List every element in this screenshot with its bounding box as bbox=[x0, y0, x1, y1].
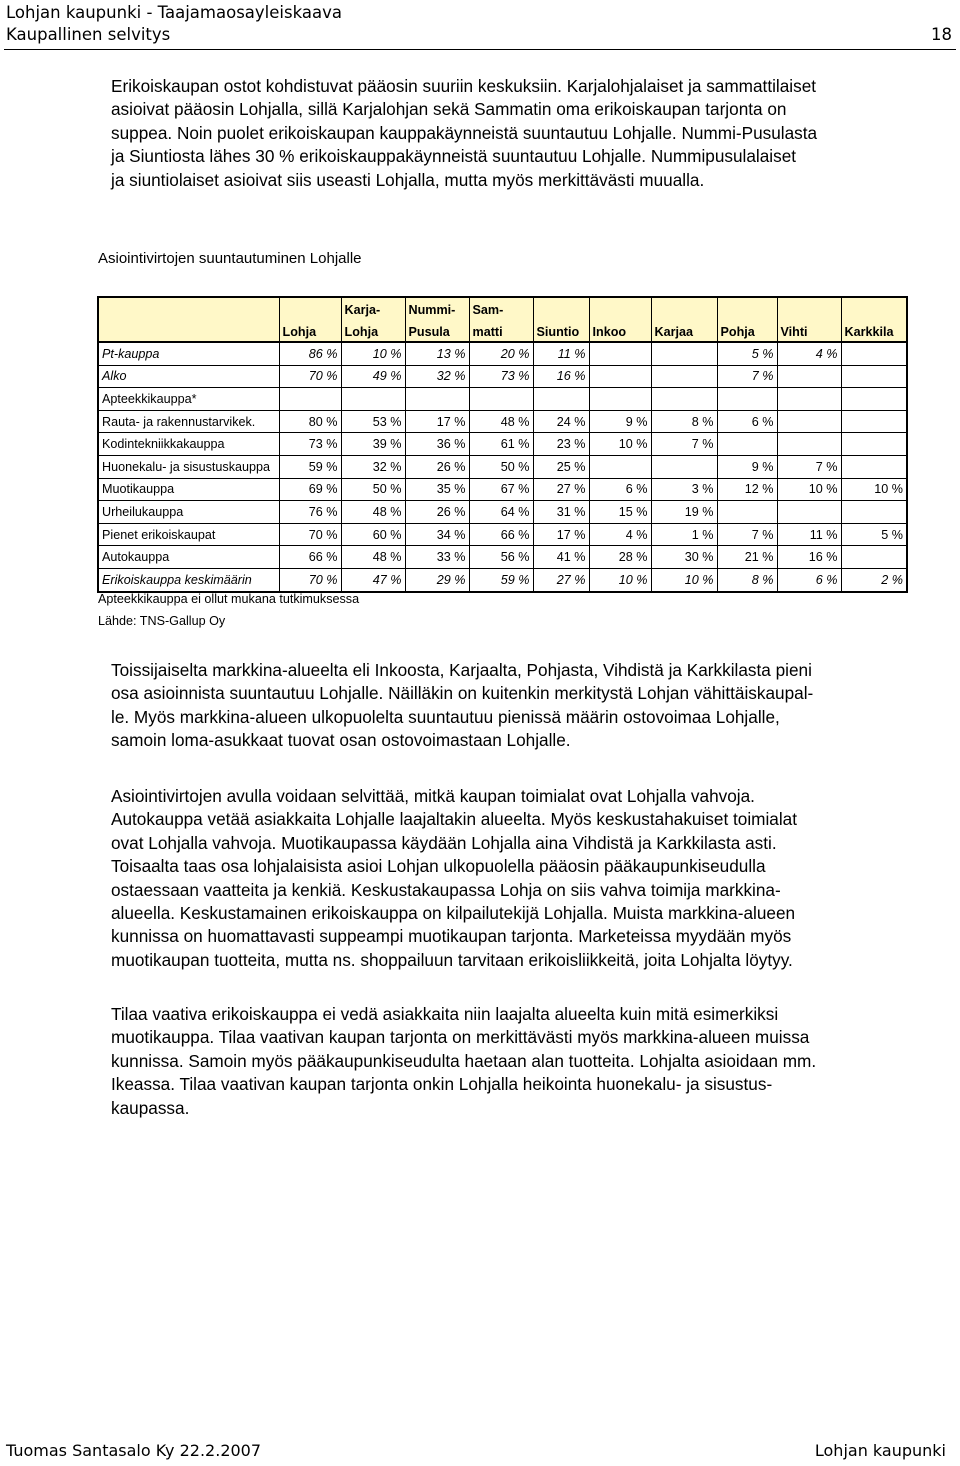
column-header: Lohja bbox=[341, 317, 405, 342]
table-cell: 9 % bbox=[717, 455, 777, 478]
column-header: Inkoo bbox=[589, 317, 651, 342]
column-header bbox=[589, 297, 651, 317]
table-cell: 41 % bbox=[533, 546, 589, 569]
column-header bbox=[279, 297, 341, 317]
row-label: Huonekalu- ja sisustuskauppa bbox=[98, 455, 279, 478]
table-cell: 80 % bbox=[279, 410, 341, 433]
table-row bbox=[98, 433, 907, 456]
column-header: Nummi- bbox=[405, 297, 469, 317]
paragraph-line: le. Myös markkina-alueen ulkopuolelta suuntautuu pienissä määrin ostovoimaa Lohjalle, bbox=[111, 706, 780, 727]
table-row bbox=[98, 455, 907, 478]
table-cell: 11 % bbox=[533, 342, 589, 365]
asiointi-table bbox=[97, 296, 908, 593]
table-cell: 86 % bbox=[279, 342, 341, 365]
footer-author-date: Tuomas Santasalo Ky 22.2.2007 bbox=[6, 1441, 262, 1460]
table-cell bbox=[651, 388, 717, 411]
paragraph-line: osa asioinnista suuntautuu Lohjalle. Näilläkin on kuitenkin merkitystä Lohjan vähittäiskaupal- bbox=[111, 683, 814, 704]
column-header bbox=[777, 297, 841, 317]
column-header: Karja- bbox=[341, 297, 405, 317]
table-cell bbox=[589, 365, 651, 388]
table-cell: 76 % bbox=[279, 501, 341, 524]
table-cell: 10 % bbox=[777, 478, 841, 501]
table-cell bbox=[841, 388, 907, 411]
table-cell: 13 % bbox=[405, 342, 469, 365]
table-cell: 3 % bbox=[651, 478, 717, 501]
table-cell: 48 % bbox=[469, 410, 533, 433]
table-cell: 30 % bbox=[651, 546, 717, 569]
row-label: Rauta- ja rakennustarvikek. bbox=[98, 410, 279, 433]
table-cell bbox=[841, 410, 907, 433]
paragraph-line: ja Siuntiosta lähes 30 % erikoiskauppakäynneistä suuntautuu Lohjalle. Nummipusulalaiset bbox=[111, 146, 797, 167]
table-cell: 53 % bbox=[341, 410, 405, 433]
table-cell: 70 % bbox=[279, 568, 341, 591]
table-cell: 25 % bbox=[533, 455, 589, 478]
paragraph-line: muotikaupan tuotteita, mutta ns. shoppailuun tarvitaan erikoisliikkeitä, joita Lohjalta löytyy. bbox=[111, 949, 793, 970]
table-header-row-1 bbox=[98, 297, 907, 317]
column-header: Lohja bbox=[279, 317, 341, 342]
table-cell: 7 % bbox=[717, 365, 777, 388]
table-cell: 10 % bbox=[651, 568, 717, 591]
table-row bbox=[98, 523, 907, 546]
table-cell: 31 % bbox=[533, 501, 589, 524]
column-header: Siuntio bbox=[533, 317, 589, 342]
table-cell: 5 % bbox=[841, 523, 907, 546]
table-cell: 50 % bbox=[469, 455, 533, 478]
table-cell: 23 % bbox=[533, 433, 589, 456]
table-cell: 7 % bbox=[717, 523, 777, 546]
table-cell: 24 % bbox=[533, 410, 589, 433]
paragraph-line: kunnissa on huomattavasti suppeampi muotikaupan tarjonta. Marketeissa myydään myös bbox=[111, 926, 792, 947]
paragraph-line: ovat Lohjalla vahvoja. Muotikaupassa käydään Lohjalla aina Vihdistä ja Karkkilasta asti. bbox=[111, 832, 777, 853]
table-row bbox=[98, 388, 907, 411]
table-row bbox=[98, 365, 907, 388]
table-cell: 27 % bbox=[533, 478, 589, 501]
table-cell bbox=[717, 501, 777, 524]
table-cell: 59 % bbox=[279, 455, 341, 478]
table-title: Asiointivirtojen suuntautuminen Lohjalle bbox=[98, 250, 362, 267]
table-cell: 8 % bbox=[717, 568, 777, 591]
table-cell bbox=[841, 455, 907, 478]
paragraph-line: suppea. Noin puolet erikoiskaupan kauppakäynneistä suuntautuu Lohjalle. Nummi-Pusulasta bbox=[111, 122, 818, 143]
table-cell: 48 % bbox=[341, 546, 405, 569]
table-cell: 61 % bbox=[469, 433, 533, 456]
table-cell: 26 % bbox=[405, 455, 469, 478]
table-cell: 21 % bbox=[717, 546, 777, 569]
table-cell: 4 % bbox=[777, 342, 841, 365]
row-label: Pt-kauppa bbox=[98, 342, 279, 365]
table-cell: 17 % bbox=[533, 523, 589, 546]
column-header: Pohja bbox=[717, 317, 777, 342]
table-cell bbox=[717, 388, 777, 411]
paragraph-line: Erikoiskaupan ostot kohdistuvat pääosin suuriin keskuksiin. Karjalohjalaiset ja sammattilaiset bbox=[111, 76, 817, 96]
paragraph-3 bbox=[111, 785, 960, 972]
table-cell bbox=[651, 365, 717, 388]
table-cell: 56 % bbox=[469, 546, 533, 569]
row-label: Urheilukauppa bbox=[98, 501, 279, 524]
table-cell: 66 % bbox=[469, 523, 533, 546]
table-cell bbox=[589, 388, 651, 411]
table-cell bbox=[841, 546, 907, 569]
row-label: Autokauppa bbox=[98, 546, 279, 569]
table-cell bbox=[777, 501, 841, 524]
document-title: Lohjan kaupunki - Taajamaosayleiskaava bbox=[6, 3, 342, 22]
table-cell: 10 % bbox=[341, 342, 405, 365]
table-cell: 16 % bbox=[533, 365, 589, 388]
table-cell bbox=[841, 501, 907, 524]
document-subtitle: Kaupallinen selvitys bbox=[6, 25, 171, 44]
table-cell: 70 % bbox=[279, 523, 341, 546]
column-header: Sam- bbox=[469, 297, 533, 317]
paragraph-line: Toisaalta taas osa lohjalaisista asioi Lohjan ulkopuolella pääosin pääkaupunkiseudulla bbox=[111, 856, 766, 877]
table-cell bbox=[841, 365, 907, 388]
table-cell bbox=[777, 365, 841, 388]
table-cell bbox=[841, 433, 907, 456]
table-header-row-2 bbox=[98, 317, 907, 342]
table-cell: 36 % bbox=[405, 433, 469, 456]
table-cell bbox=[469, 388, 533, 411]
table-cell: 11 % bbox=[777, 523, 841, 546]
table-row bbox=[98, 501, 907, 524]
paragraph-line: kunnissa. Samoin myös pääkaupunkiseudulta haetaan alan tuotteita. Lohjalta asioidaan mm. bbox=[111, 1050, 817, 1071]
table-cell: 19 % bbox=[651, 501, 717, 524]
table-cell: 59 % bbox=[469, 568, 533, 591]
table-row bbox=[98, 568, 907, 591]
paragraph-line: ostaessaan vaatteita ja kenkiä. Keskustakaupassa Lohja on siis vahva toimija markkina- bbox=[111, 879, 781, 900]
paragraph-line: Tilaa vaativa erikoiskauppa ei vedä asiakkaita niin laajalta alueelta kuin mitä esimerkiksi bbox=[111, 1004, 779, 1024]
paragraph-4 bbox=[111, 1003, 960, 1120]
column-header: Vihti bbox=[777, 317, 841, 342]
table-cell: 8 % bbox=[651, 410, 717, 433]
table-cell bbox=[405, 388, 469, 411]
row-label: Kodintekniikkakauppa bbox=[98, 433, 279, 456]
paragraph-line: ja siuntiolaiset asioivat siis useasti Lohjalla, mutta myös merkittävästi muualla. bbox=[111, 169, 705, 190]
table-row bbox=[98, 342, 907, 365]
table-cell: 49 % bbox=[341, 365, 405, 388]
page-number: 18 bbox=[931, 25, 952, 44]
table-cell: 60 % bbox=[341, 523, 405, 546]
row-label: Erikoiskauppa keskimäärin bbox=[98, 568, 279, 591]
paragraph-line: kaupassa. bbox=[111, 1097, 190, 1118]
table-cell: 34 % bbox=[405, 523, 469, 546]
table-cell: 64 % bbox=[469, 501, 533, 524]
paragraph-line: alueella. Keskustamainen erikoiskauppa on kilpailutekijä Lohjalla. Muista markkina-alueen bbox=[111, 903, 796, 924]
table-row bbox=[98, 410, 907, 433]
row-label: Alko bbox=[98, 365, 279, 388]
table-cell: 16 % bbox=[777, 546, 841, 569]
table-cell bbox=[651, 342, 717, 365]
paragraph-line: Asiointivirtojen avulla voidaan selvittää, mitkä kaupan toimialat ovat Lohjalla vahvoja. bbox=[111, 786, 755, 806]
column-header: Karkkila bbox=[841, 317, 907, 342]
table-cell: 12 % bbox=[717, 478, 777, 501]
table-cell: 26 % bbox=[405, 501, 469, 524]
table-cell: 9 % bbox=[589, 410, 651, 433]
paragraph-line: Ikeassa. Tilaa vaativan kaupan tarjonta onkin Lohjalla heikointa huonekalu- ja sisustus- bbox=[111, 1074, 773, 1095]
table-cell: 32 % bbox=[341, 455, 405, 478]
row-label: Muotikauppa bbox=[98, 478, 279, 501]
column-header bbox=[98, 297, 279, 317]
table-cell: 2 % bbox=[841, 568, 907, 591]
paragraph-2 bbox=[111, 659, 960, 753]
table-cell bbox=[777, 388, 841, 411]
table-cell: 39 % bbox=[341, 433, 405, 456]
paragraph-line: muotikauppa. Tilaa vaativan kaupan tarjonta on merkittävästi myös markkina-alueen muissa bbox=[111, 1027, 810, 1048]
column-header bbox=[841, 297, 907, 317]
column-header bbox=[717, 297, 777, 317]
table-cell: 6 % bbox=[777, 568, 841, 591]
table-cell bbox=[777, 410, 841, 433]
table-note: Apteekkikauppa ei ollut mukana tutkimuksessa bbox=[98, 592, 360, 606]
table-cell bbox=[777, 433, 841, 456]
paragraph-line: Toissijaiselta markkina-alueelta eli Inkoosta, Karjaalta, Pohjasta, Vihdistä ja Karkkilasta pieni bbox=[111, 660, 812, 680]
table-cell: 10 % bbox=[841, 478, 907, 501]
table-cell: 66 % bbox=[279, 546, 341, 569]
table-cell: 15 % bbox=[589, 501, 651, 524]
column-header: Karjaa bbox=[651, 317, 717, 342]
header-divider bbox=[4, 49, 956, 50]
table-cell: 69 % bbox=[279, 478, 341, 501]
table-cell: 73 % bbox=[279, 433, 341, 456]
table-cell: 6 % bbox=[717, 410, 777, 433]
table-cell: 50 % bbox=[341, 478, 405, 501]
table-cell: 67 % bbox=[469, 478, 533, 501]
table-cell bbox=[279, 388, 341, 411]
row-label: Apteekkikauppa* bbox=[98, 388, 279, 411]
table-row bbox=[98, 546, 907, 569]
column-header bbox=[98, 317, 279, 342]
table-cell: 10 % bbox=[589, 568, 651, 591]
table-cell: 70 % bbox=[279, 365, 341, 388]
table-cell bbox=[589, 455, 651, 478]
table-cell: 29 % bbox=[405, 568, 469, 591]
table-cell: 32 % bbox=[405, 365, 469, 388]
table-cell: 7 % bbox=[777, 455, 841, 478]
paragraph-line: asioivat pääosin Lohjalla, sillä Karjalohjan sekä Sammatin oma erikoiskaupan tarjonta on bbox=[111, 99, 787, 120]
paragraph-line: Autokauppa vetää asiakkaita Lohjalle laajaltakin alueelta. Myös keskustahakuiset toimialat bbox=[111, 809, 797, 830]
paragraph-line: samoin loma-asukkaat tuovat osan ostovoimastaan Lohjalle. bbox=[111, 730, 571, 751]
row-label: Pienet erikoiskaupat bbox=[98, 523, 279, 546]
column-header: matti bbox=[469, 317, 533, 342]
table-row bbox=[98, 478, 907, 501]
table-cell: 28 % bbox=[589, 546, 651, 569]
table-cell: 5 % bbox=[717, 342, 777, 365]
table-cell bbox=[533, 388, 589, 411]
table-cell bbox=[841, 342, 907, 365]
table-cell: 35 % bbox=[405, 478, 469, 501]
table-cell: 10 % bbox=[589, 433, 651, 456]
column-header bbox=[533, 297, 589, 317]
column-header: Pusula bbox=[405, 317, 469, 342]
table-cell: 27 % bbox=[533, 568, 589, 591]
table-cell: 73 % bbox=[469, 365, 533, 388]
table-cell: 4 % bbox=[589, 523, 651, 546]
table-cell: 48 % bbox=[341, 501, 405, 524]
table-cell: 1 % bbox=[651, 523, 717, 546]
paragraph-1 bbox=[111, 75, 960, 192]
column-header bbox=[651, 297, 717, 317]
table-cell: 7 % bbox=[651, 433, 717, 456]
table-cell: 47 % bbox=[341, 568, 405, 591]
table-cell bbox=[341, 388, 405, 411]
table-source: Lähde: TNS-Gallup Oy bbox=[98, 614, 226, 628]
table-cell bbox=[651, 455, 717, 478]
table-cell: 17 % bbox=[405, 410, 469, 433]
table-cell: 6 % bbox=[589, 478, 651, 501]
footer-organization: Lohjan kaupunki bbox=[814, 1441, 946, 1460]
table-cell bbox=[717, 433, 777, 456]
table-cell: 20 % bbox=[469, 342, 533, 365]
table-cell bbox=[589, 342, 651, 365]
table-cell: 33 % bbox=[405, 546, 469, 569]
